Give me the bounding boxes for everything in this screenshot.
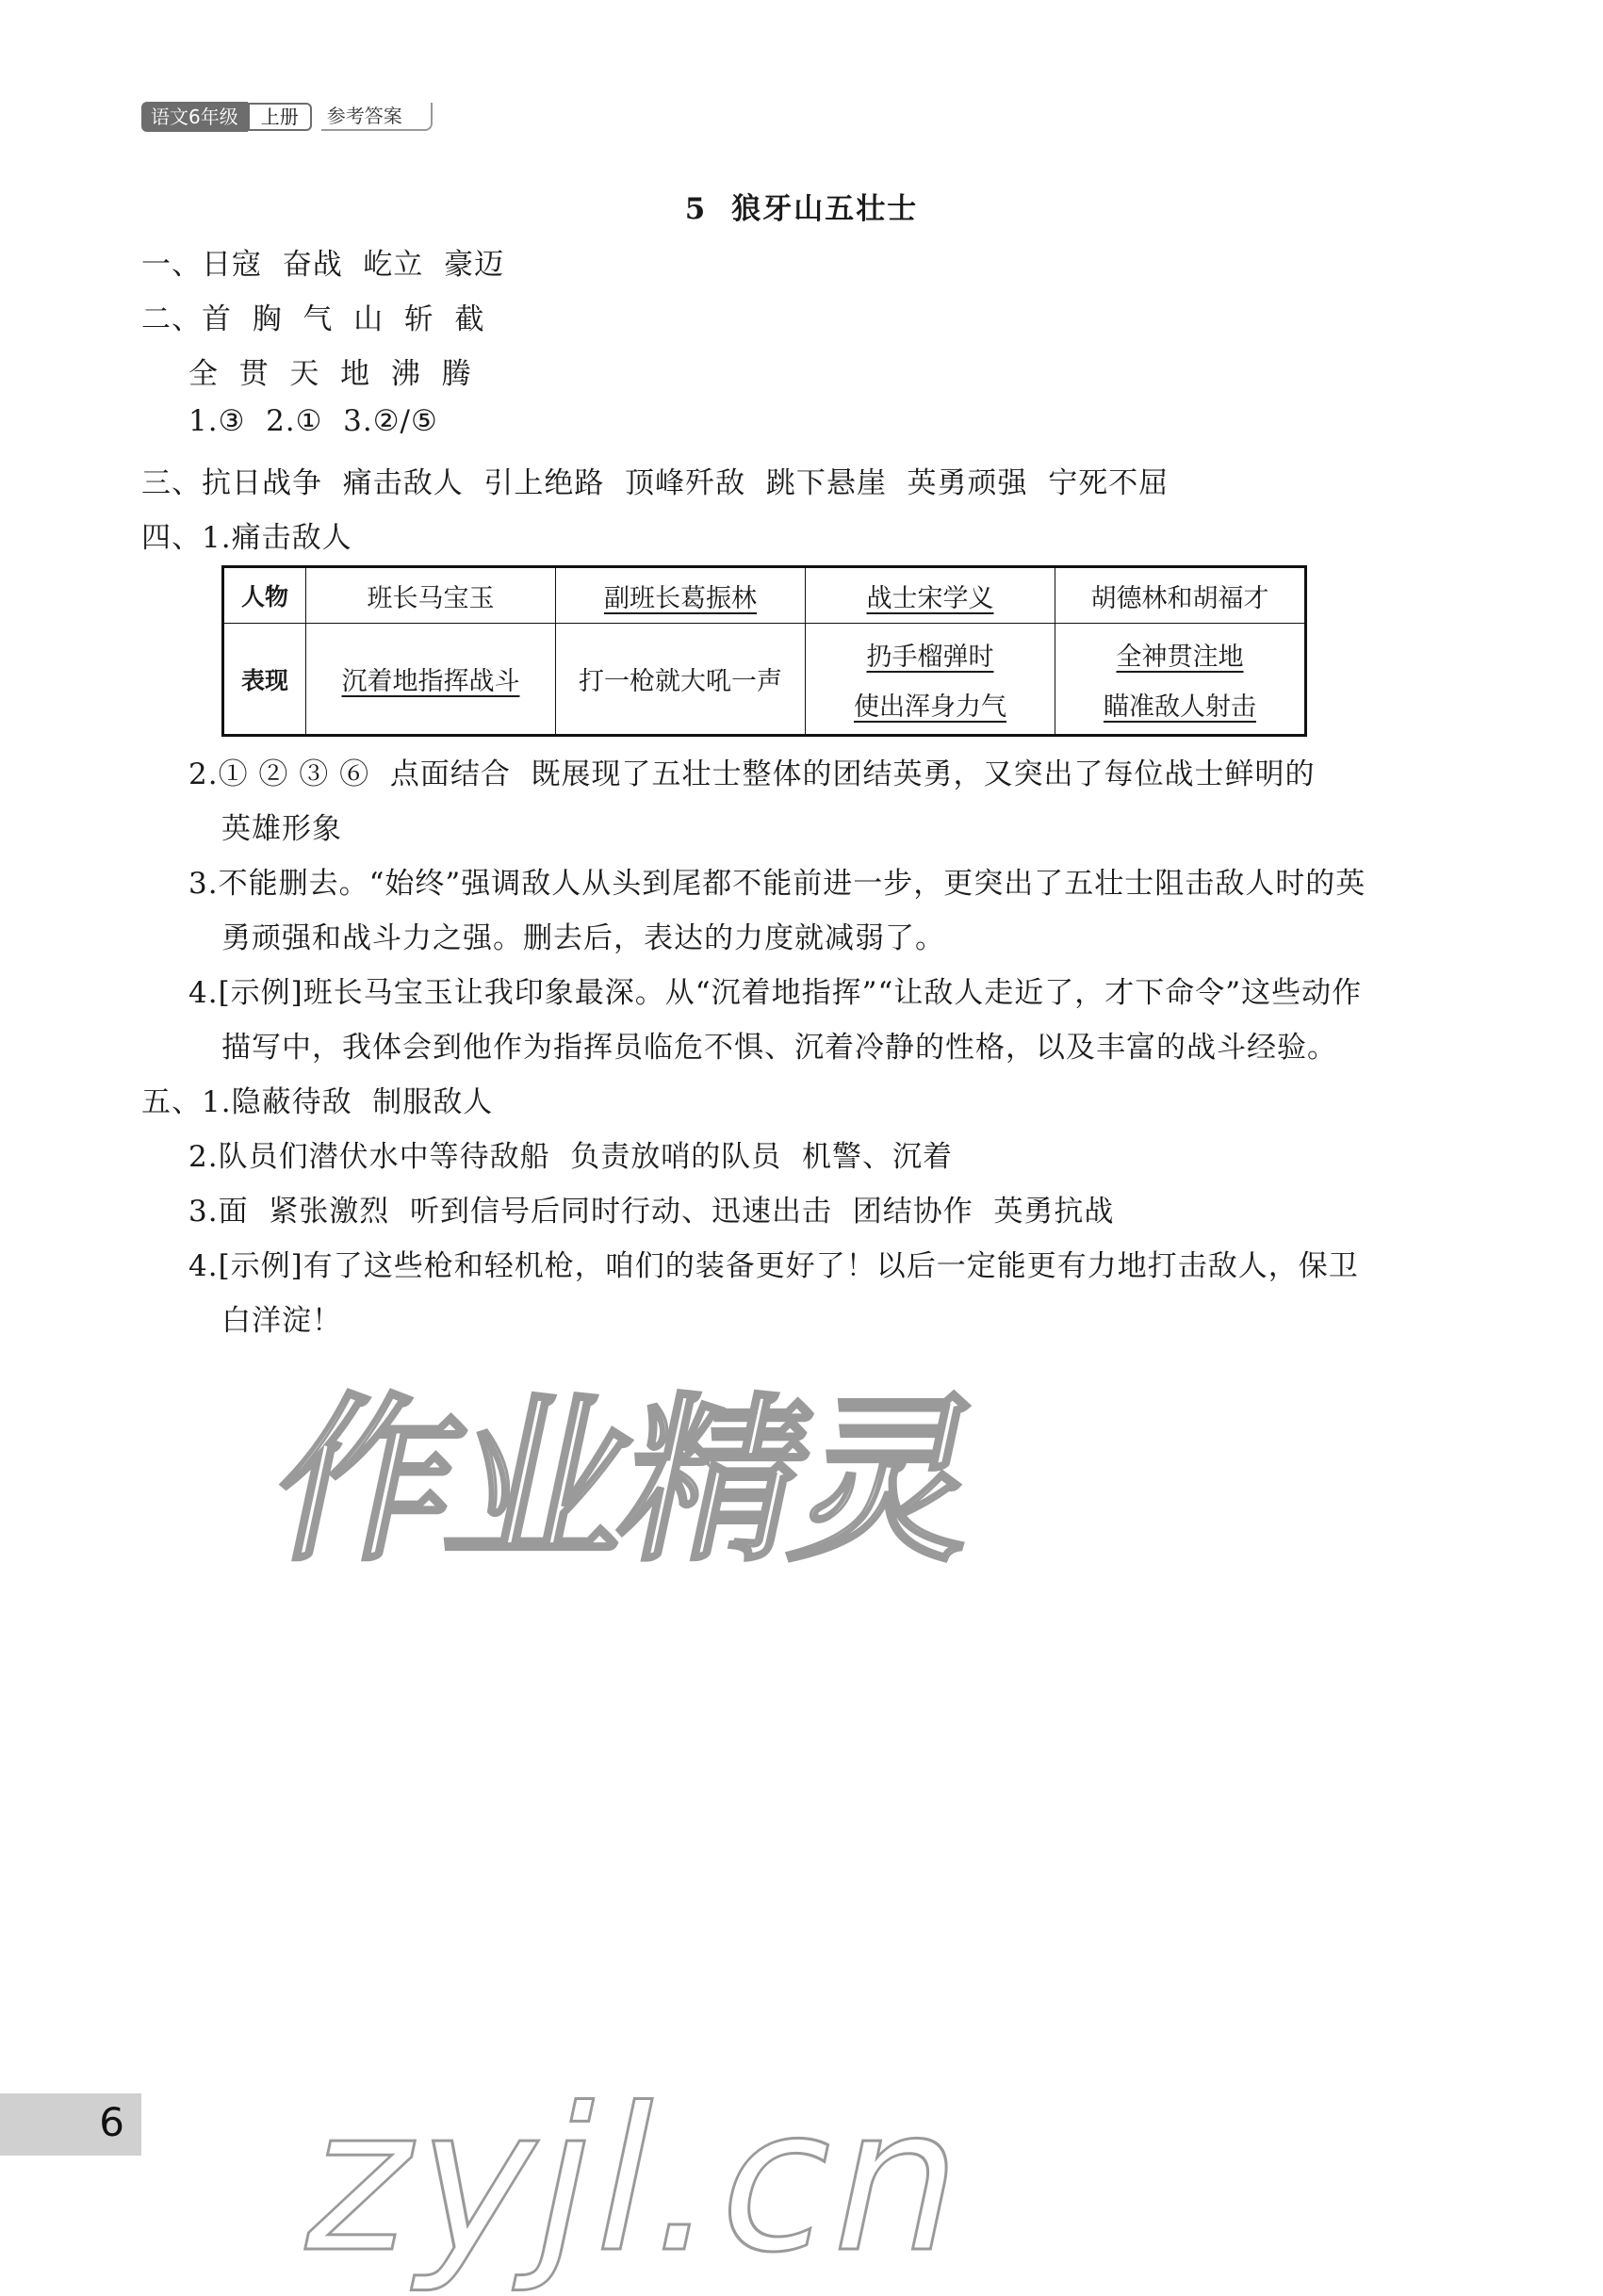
- table-cell: 战士宋学义: [806, 567, 1055, 624]
- table-cell: 全神贯注地 瞄准敌人射击: [1055, 624, 1306, 736]
- section-5-q3: 3.面 紧张激烈 听到信号后同时行动、迅速出击 团结协作 英勇抗战: [188, 1195, 1115, 1229]
- section-4-q4-line-2: 描写中，我体会到他作为指挥员临危不惧、沉着冷静的性格，以及丰富的战斗经验。: [221, 1031, 1337, 1065]
- table-row: [223, 624, 1306, 736]
- section-2-line-2: 全 贯 天 地 沸 腾: [188, 357, 472, 391]
- section-4-q2-line-2: 英雄形象: [221, 812, 342, 846]
- section-4-q1: 四、1.痛击敌人: [141, 521, 352, 555]
- table-cell: 沉着地指挥战斗: [306, 624, 556, 736]
- table-cell: 打一枪就大吼一声: [556, 624, 806, 736]
- section-5-q4-line-1: 4.[示例]有了这些枪和轻机枪，咱们的装备更好了！以后一定能更有力地打击敌人，保卫: [188, 1249, 1359, 1283]
- section-2-line-1: 二、首 胸 气 山 斩 截: [141, 302, 485, 336]
- section-2-line-3: 1.③ 2.① 3.②/⑤: [188, 404, 438, 438]
- section-5-q4-line-2: 白洋淀！: [221, 1304, 342, 1338]
- table-cell: 副班长葛振林: [556, 567, 806, 624]
- answer-label: 参考答案: [321, 103, 433, 131]
- header-tag: [141, 102, 433, 132]
- table-cell: 扔手榴弹时 使出浑身力气: [806, 624, 1055, 736]
- volume-label: 上册: [248, 103, 312, 131]
- table-cell: 胡德林和胡福才: [1055, 567, 1306, 624]
- table-header-people: 人物: [223, 567, 306, 624]
- lesson-number: 5: [684, 192, 708, 226]
- section-4-q3-line-2: 勇顽强和战斗力之强。删去后，表达的力度就减弱了。: [221, 921, 945, 955]
- watermark-logo: 作业精灵: [257, 1377, 996, 1586]
- table-row: [223, 567, 1306, 624]
- section-5-q1: 五、1.隐蔽待敌 制服敌人: [141, 1085, 494, 1119]
- watermark-url: zyjl.cn: [286, 2065, 990, 2296]
- section-4-q3-line-1: 3.不能删去。“始终”强调敌人从头到尾都不能前进一步，更突出了五壮士阻击敌人时的英: [188, 867, 1366, 901]
- page-number-box: [0, 2093, 141, 2156]
- answer-table: [221, 565, 1307, 737]
- lesson-title: [0, 185, 1603, 227]
- lesson-name: 狼牙山五壮士: [731, 192, 919, 226]
- section-4-q2-line-1: 2.① ② ③ ⑥ 点面结合 既展现了五壮士整体的团结英勇，又突出了每位战士鲜明的: [188, 757, 1316, 791]
- section-4-q4-line-1: 4.[示例]班长马宝玉让我印象最深。从“沉着地指挥”“让敌人走近了，才下命令”这些动作: [188, 976, 1363, 1010]
- table-header-acts: 表现: [223, 624, 306, 736]
- section-5-q2: 2.队员们潜伏水中等待敌船 负责放哨的队员 机警、沉着: [188, 1140, 953, 1174]
- grade-label: 语文6年级: [141, 102, 248, 132]
- section-3: 三、抗日战争 痛击敌人 引上绝路 顶峰歼敌 跳下悬崖 英勇顽强 宁死不屈: [141, 466, 1170, 500]
- table-cell: 班长马宝玉: [306, 567, 556, 624]
- section-1: 一、日寇 奋战 屹立 豪迈: [141, 248, 505, 282]
- page-number: 6: [99, 2099, 124, 2145]
